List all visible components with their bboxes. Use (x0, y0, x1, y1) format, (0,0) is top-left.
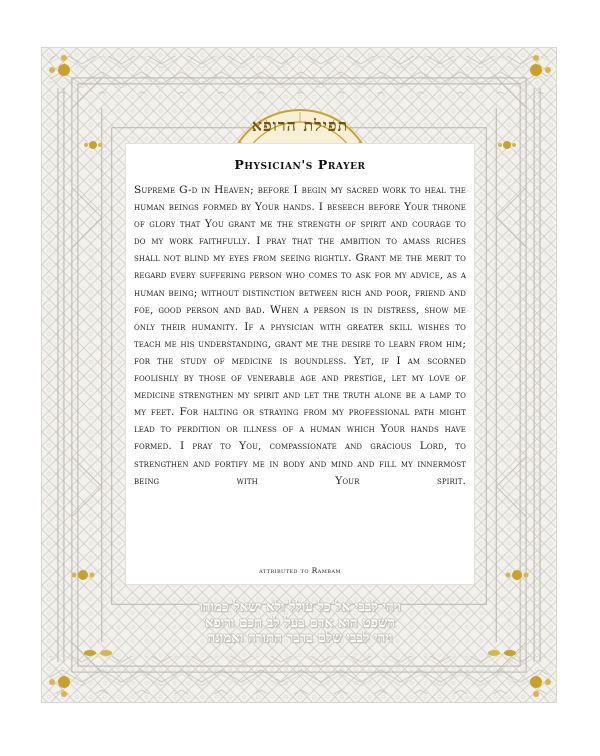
gold-ornament-right-lower (502, 560, 532, 590)
gold-ornament-bottom-right (516, 662, 556, 702)
gold-ornament-top-left (44, 50, 84, 90)
prayer-body: Supreme G-d in Heaven; before I begin my sacred work to heal the human beings formed by Your hands. I beseech before Your throne of glory that You grant me the strength of spirit and courage to do my work faithfully. I pray that the ambition to amass riches shall not blind my eyes from seeing rightly. Grant me the merit to regard every suffering person who comes to ask for my advice, as a human being; without distinction between rich and poor, friend and foe, good person and bad. When a person is in distress, show me only their humanity. If a physician with greater skill wishes to teach me his understanding, grant me the desire to learn from him; for the study of medicine is boundless. Yet, if I am scorned foolishly by those of venerable age and prestige, let my love of medicine strengthen my spirit and let the truth alone be a lamp to my feet. For halting or straying from my professional path might lead to perdition or illness of a human which Your hands have formed. I pray to You, compassionate and gracious Lord, to strengthen and fortify me in body and mind and fill my innermost being with Your spirit. (134, 184, 466, 487)
attribution: attributed to Rambam (259, 566, 341, 575)
gold-ornament-bottom-left-mid (82, 646, 122, 660)
gold-ornament-bottom-left (44, 662, 84, 702)
hebrew-line: השפט הוא אדם בעל לב חכם ורופא (204, 615, 396, 631)
gold-ornament-left-lower (68, 560, 98, 590)
artwork-frame (41, 47, 557, 703)
gold-ornament-right-upper (496, 134, 518, 156)
gold-ornament-left-upper (82, 134, 104, 156)
hebrew-bottom-inscription (138, 600, 462, 647)
gold-ornament-top-right (516, 50, 556, 90)
hebrew-title: תפילת הרופא (251, 116, 349, 135)
gold-ornament-bottom-right-mid (478, 646, 518, 660)
hebrew-line: ויהי לבבי שלם בדבר התורה ואמונה (207, 631, 393, 646)
prayer-title: Physician's Prayer (234, 157, 366, 172)
hebrew-line: ויהי לבבי אל כל עולל ולא ישאל כמוהו (199, 600, 401, 615)
prayer-panel (126, 144, 474, 584)
